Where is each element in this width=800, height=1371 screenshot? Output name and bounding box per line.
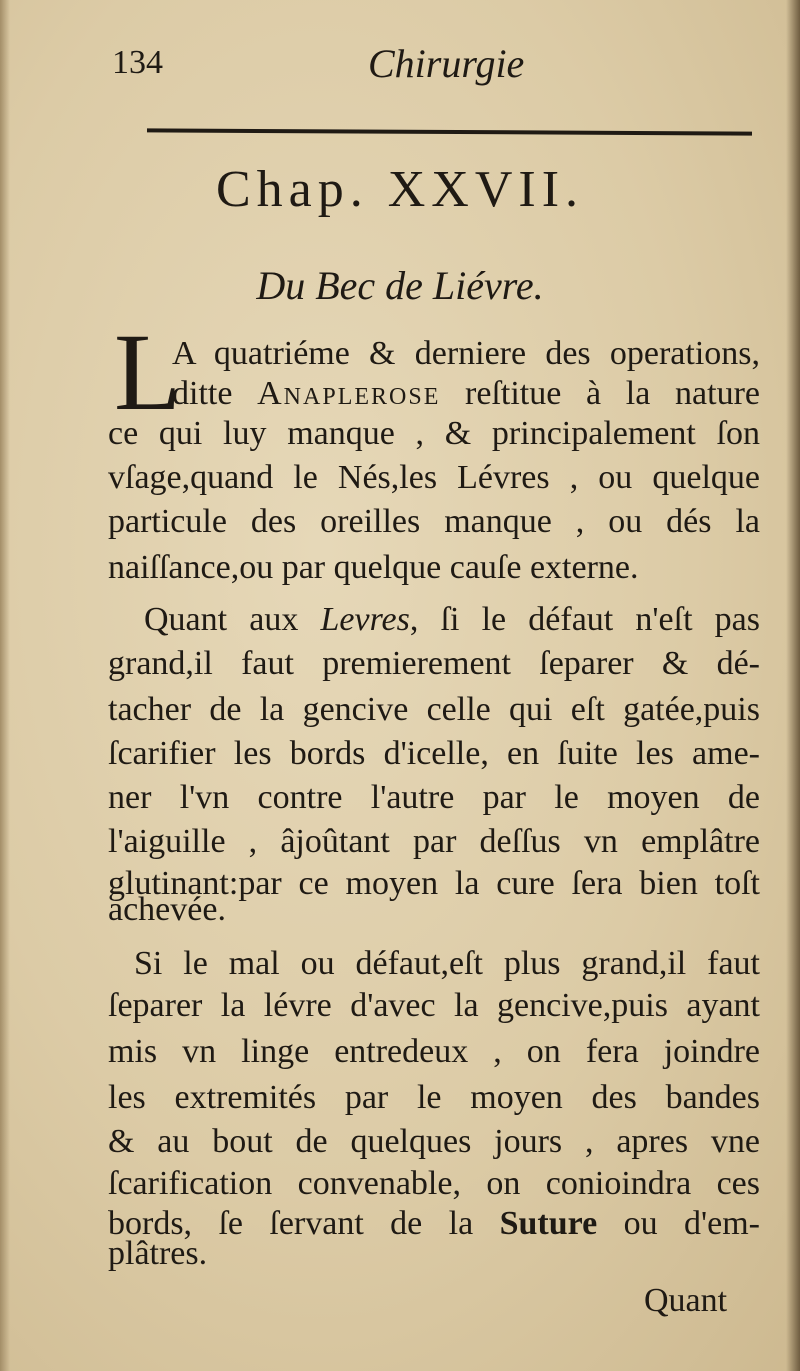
- term-levres: Levres: [320, 601, 410, 638]
- text-line: Quant aux Levres, ſi le défaut n'eſt pas: [144, 601, 760, 638]
- text-line: tacher de la gencive celle qui eſt gatée,puis: [108, 691, 760, 728]
- text-line: ſcarifier les bords d'icelle, en ſuite les ame-: [108, 735, 760, 772]
- drop-cap: L: [114, 311, 182, 433]
- term-suture: Suture: [499, 1205, 598, 1242]
- text-line: mis vn linge entredeux , on fera joindre: [108, 1033, 760, 1070]
- text-line: Si le mal ou défaut,eſt plus grand,il faut: [134, 945, 760, 982]
- text-line: & au bout de quelques jours , apres vne: [108, 1123, 760, 1160]
- text-line: l'aiguille , âjoûtant par deſſus vn emplâtre: [108, 823, 760, 860]
- text-line: ſeparer la lévre d'avec la gencive,puis ayant: [108, 987, 760, 1024]
- chapter-heading: Chap. XXVII.: [215, 161, 585, 218]
- text-line: vſage,quand le Nés,les Lévres , ou quelque: [108, 459, 760, 496]
- text-line: ce qui luy manque , & principalement ſon: [108, 415, 760, 452]
- text-line: les extremités par le moyen des bandes: [108, 1079, 760, 1116]
- text-line: glutinant:par ce moyen la cure ſera bien toſt: [108, 865, 760, 902]
- text-line: ditte Anaplerose reſtitue à la nature: [172, 375, 760, 412]
- chapter-title: Du Bec de Liévre.: [256, 263, 544, 308]
- text-line: A quatriéme & derniere des operations,: [172, 335, 760, 372]
- text-line: ſcarification convenable, on conioindra ces: [108, 1165, 760, 1202]
- text-line: plâtres.: [108, 1235, 208, 1272]
- text-line: grand,il faut premierement ſeparer & dé-: [108, 645, 760, 682]
- text-line: naiſſance,ou par quelque cauſe externe.: [108, 549, 639, 586]
- text-line: bords, ſe ſervant de la Suture ou d'em-: [108, 1205, 760, 1242]
- text-line: particule des oreilles manque , ou dés la: [108, 503, 760, 540]
- text-line: achevée.: [108, 891, 226, 928]
- text-line: ner l'vn contre l'autre par le moyen de: [108, 779, 760, 816]
- catchword: Quant: [644, 1282, 728, 1319]
- page-number: 134: [112, 44, 163, 81]
- term-anaplerose: Anaplerose: [257, 375, 441, 412]
- running-title: Chirurgie: [368, 41, 525, 86]
